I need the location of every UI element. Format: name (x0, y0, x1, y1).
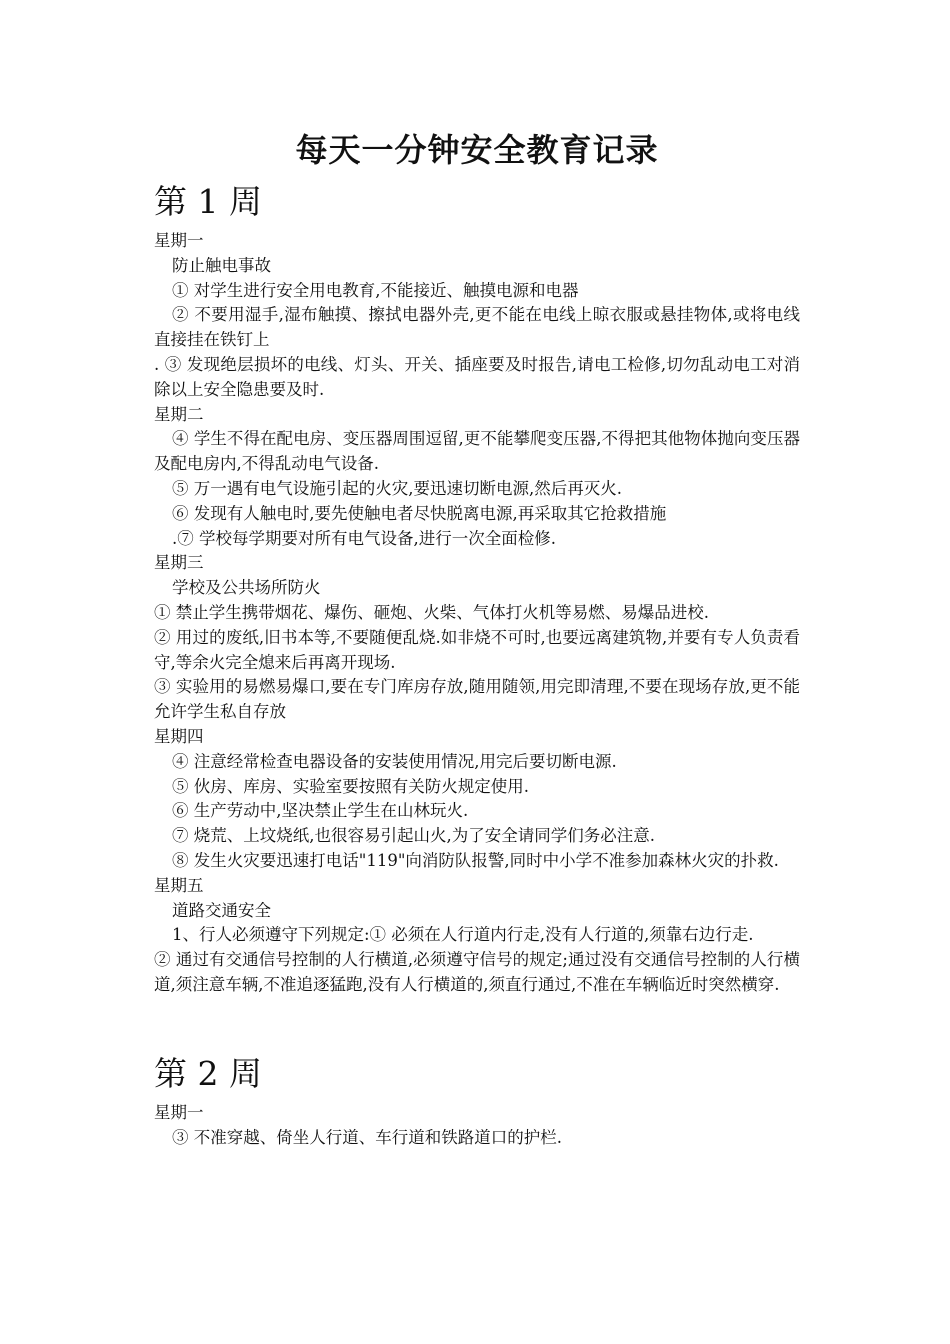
document-page (154, 126, 800, 1150)
text-line: 学校及公共场所防火 (172, 578, 321, 598)
text-line: 星期三 (154, 553, 204, 573)
week-heading: 第 2 周 (154, 1053, 262, 1093)
text-line: 1、行人必须遵守下列规定:① 必须在人行道内行走,没有人行道的,须靠右边行走. (172, 925, 754, 945)
text-line: 星期一 (154, 231, 204, 250)
text-line: ⑥ 生产劳动中,坚决禁止学生在山林玩火. (172, 801, 469, 821)
text-line: .⑦ 学校每学期要对所有电气设备,进行一次全面检修. (172, 528, 556, 548)
text-line: 道路交通安全 (172, 900, 271, 920)
text-line: ② 用过的废纸,旧书本等,不要随便乱烧.如非烧不可时,也要远离建筑物,并要有专人负责看守,等余火完全熄来后再离开现场. (154, 627, 800, 672)
text-line: ② 不要用湿手,湿布触摸、擦拭电器外壳,更不能在电线上晾衣服或悬挂物体,或将电线直接挂在铁钉上 (154, 305, 800, 350)
weeks-container (154, 178, 800, 1150)
text-line: ④ 注意经常检查电器设备的安装使用情况,用完后要切断电源. (172, 751, 617, 771)
text-line: ⑦ 烧荒、上坟烧纸,也很容易引起山火,为了安全请同学们务必注意. (172, 826, 655, 846)
text-line: ① 禁止学生携带烟花、爆伤、砸炮、火柴、气体打火机等易燃、易爆品进校. (154, 602, 709, 622)
text-line: ② 通过有交通信号控制的人行横道,必须遵守信号的规定;通过没有交通信号控制的人行横道,须注意车辆,不准追逐猛跑,没有人行横道的,须直行通过,不准在车辆临近时突然横穿. (154, 950, 800, 994)
text-line: . ③ 发现绝层损坏的电线、灯头、开关、插座要及时报告,请电工检修,切勿乱动电工对消除以上安全隐患要及时. (154, 354, 800, 399)
text-line: ⑤ 伙房、库房、实验室要按照有关防火规定使用. (172, 776, 529, 796)
week-heading: 第 1 周 (154, 182, 262, 221)
text-line: ⑥ 发现有人触电时,要先使触电者尽快脱离电源,再采取其它抢救措施 (172, 503, 667, 523)
text-line: 星期五 (154, 875, 204, 895)
text-line: ③ 不准穿越、倚坐人行道、车行道和铁路道口的护栏. (172, 1127, 562, 1147)
text-line: 星期四 (154, 726, 204, 746)
text-line: 星期二 (154, 404, 204, 424)
document-title: 每天一分钟安全教育记录 (295, 131, 659, 169)
text-line: ③ 实验用的易燃易爆口,要在专门库房存放,随用随领,用完即清理,不要在现场存放,更不能允许学生私自存放 (154, 677, 800, 722)
text-line: ⑤ 万一遇有电气设施引起的火灾,要迅速切断电源,然后再灭火. (172, 478, 622, 498)
text-line: ④ 学生不得在配电房、变压器周围逗留,更不能攀爬变压器,不得把其他物体抛向变压器及配电房内,不得乱动电气设备. (154, 429, 800, 474)
text-line: 防止触电事故 (172, 255, 271, 275)
text-line: 星期一 (154, 1102, 204, 1122)
text-line: ① 对学生进行安全用电教育,不能接近、触摸电源和电器 (172, 280, 579, 300)
text-line: ⑧ 发生火灾要迅速打电话"119"向消防队报警,同时中小学不准参加森林火灾的扑救. (172, 850, 779, 870)
